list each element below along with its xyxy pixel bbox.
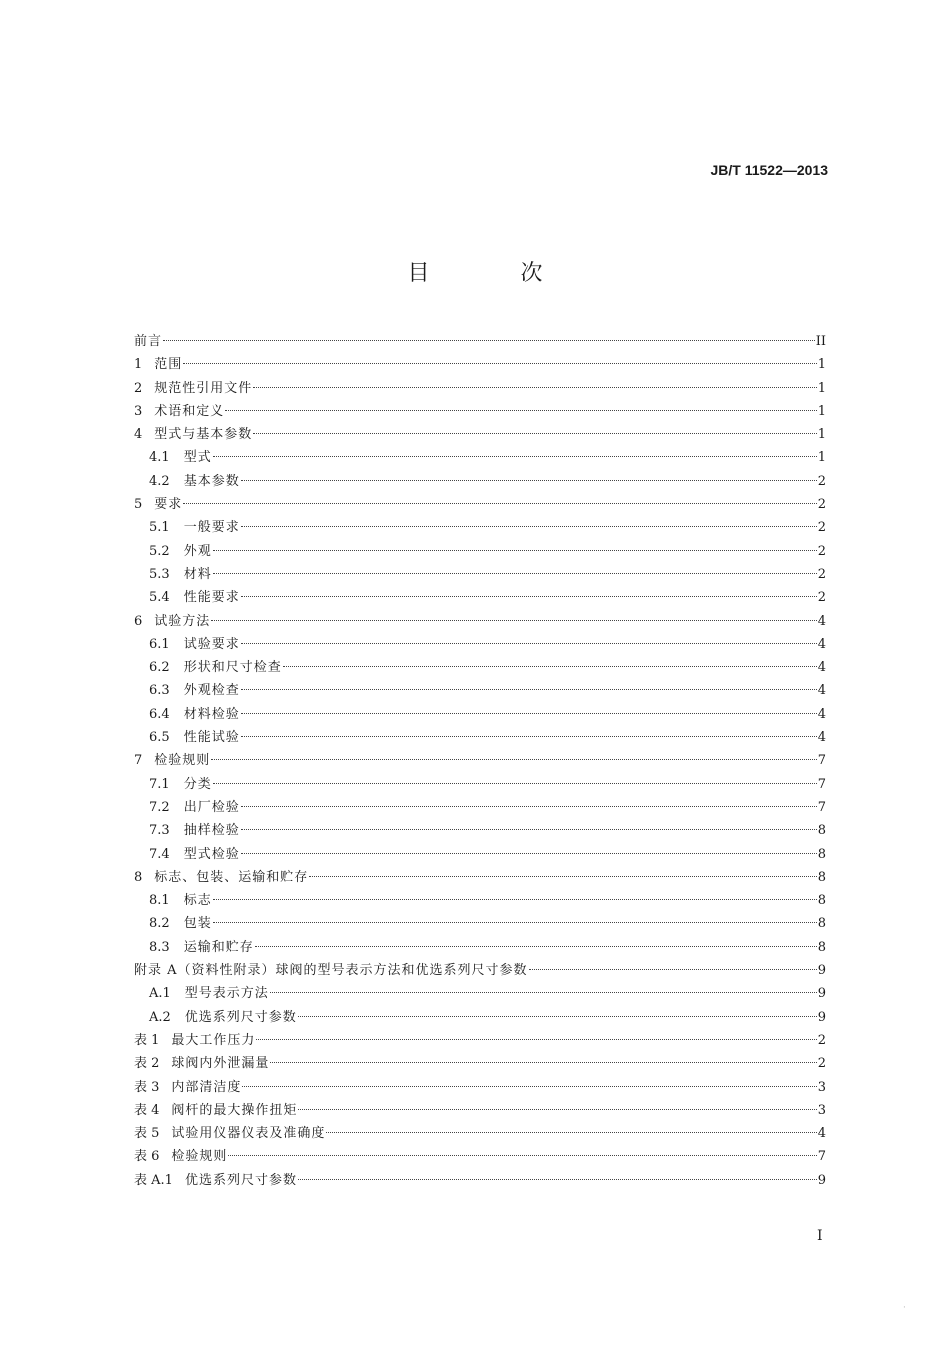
toc-entry-page: 2 xyxy=(817,520,826,536)
toc-entry-number: 2 xyxy=(134,380,143,396)
toc-entry-label: 形状和尺寸检查 xyxy=(183,660,282,676)
toc-dot-leader xyxy=(241,829,817,830)
toc-entry-label: 型式与基本参数 xyxy=(154,427,253,443)
toc-entry[interactable] xyxy=(134,796,826,819)
toc-entry[interactable] xyxy=(134,1099,826,1122)
toc-entry[interactable] xyxy=(134,959,826,982)
toc-entry[interactable] xyxy=(134,1169,826,1192)
toc-entry-number: 表 6 xyxy=(134,1149,160,1165)
toc-entry-label: 包装 xyxy=(183,916,212,932)
toc-entry-number: 7.1 xyxy=(149,776,170,792)
toc-entry[interactable] xyxy=(134,703,826,726)
toc-entry-label: 标志 xyxy=(183,893,212,909)
toc-entry-number: 5.2 xyxy=(149,543,170,559)
toc-entry-label: 试验方法 xyxy=(154,613,211,629)
toc-entry-number: 7.4 xyxy=(149,846,170,862)
toc-entry-number: 表 1 xyxy=(134,1032,160,1048)
toc-entry-label: 阀杆的最大操作扭矩 xyxy=(171,1102,298,1118)
toc-entry-number: 6.4 xyxy=(149,706,170,722)
toc-dot-leader xyxy=(163,340,815,341)
toc-entry[interactable] xyxy=(134,353,826,376)
toc-entry-label: 运输和贮存 xyxy=(183,939,254,955)
toc-dot-leader xyxy=(211,620,816,621)
toc-dot-leader xyxy=(213,573,817,574)
toc-entry-page: 3 xyxy=(817,1079,826,1095)
toc-entry[interactable] xyxy=(134,330,826,353)
toc-entry-page: 1 xyxy=(817,380,826,396)
toc-dot-leader xyxy=(270,1062,816,1063)
toc-entry-label: 规范性引用文件 xyxy=(154,380,253,396)
toc-entry[interactable] xyxy=(134,819,826,842)
toc-entry-page: 4 xyxy=(817,683,826,699)
toc-entry[interactable] xyxy=(134,1145,826,1168)
standard-code: JB/T 11522—2013 xyxy=(710,162,828,178)
toc-entry-label: 检验规则 xyxy=(154,753,211,769)
toc-entry-number: A.1 xyxy=(149,986,171,1002)
toc-entry-number: 5.4 xyxy=(149,590,170,606)
toc-dot-leader xyxy=(298,1016,817,1017)
toc-entry-label: 术语和定义 xyxy=(154,403,225,419)
toc-entry[interactable] xyxy=(134,1052,826,1075)
toc-entry-page: 9 xyxy=(817,1172,826,1188)
toc-entry-page: 9 xyxy=(817,986,826,1002)
toc-entry[interactable] xyxy=(134,843,826,866)
toc-entry-label: 抽样检验 xyxy=(183,823,240,839)
toc-dot-leader xyxy=(256,1039,816,1040)
toc-entry-number: 6.2 xyxy=(149,660,170,676)
toc-entry-page: 2 xyxy=(817,473,826,489)
toc-entry-page: 8 xyxy=(817,823,826,839)
toc-entry[interactable] xyxy=(134,470,826,493)
toc-dot-leader xyxy=(241,643,817,644)
toc-entry[interactable] xyxy=(134,656,826,679)
toc-entry-number: 7.2 xyxy=(149,799,170,815)
toc-entry[interactable] xyxy=(134,726,826,749)
toc-entry[interactable] xyxy=(134,982,826,1005)
toc-entry[interactable] xyxy=(134,912,826,935)
toc-entry-page: 7 xyxy=(817,1149,826,1165)
toc-entry-page: 4 xyxy=(817,636,826,652)
toc-entry-number: 5.3 xyxy=(149,566,170,582)
toc-entry-label: 试验要求 xyxy=(183,636,240,652)
toc-entry[interactable] xyxy=(134,586,826,609)
toc-entry-page: 1 xyxy=(817,450,826,466)
toc-entry-label: 外观检查 xyxy=(183,683,240,699)
toc-dot-leader xyxy=(529,969,817,970)
toc-entry-page: 2 xyxy=(817,566,826,582)
toc-dot-leader xyxy=(241,853,817,854)
toc-entry-number: 1 xyxy=(134,357,143,373)
toc-entry-number: 7 xyxy=(134,753,143,769)
toc-dot-leader xyxy=(213,456,817,457)
toc-entry[interactable] xyxy=(134,1006,826,1029)
toc-entry-page: 8 xyxy=(817,916,826,932)
toc-entry-number: 8.3 xyxy=(149,939,170,955)
toc-entry-label: 型号表示方法 xyxy=(184,986,269,1002)
toc-entry[interactable] xyxy=(134,1076,826,1099)
toc-entry-page: 9 xyxy=(817,1009,826,1025)
toc-entry-number: 表 3 xyxy=(134,1079,160,1095)
toc-dot-leader xyxy=(225,410,816,411)
toc-entry[interactable] xyxy=(134,866,826,889)
toc-dot-leader xyxy=(255,946,817,947)
toc-entry-label: 性能要求 xyxy=(183,590,240,606)
toc-dot-leader xyxy=(183,363,816,364)
toc-entry-label: 基本参数 xyxy=(183,473,240,489)
toc-dot-leader xyxy=(213,899,817,900)
toc-entry-page: 2 xyxy=(817,543,826,559)
toc-entry[interactable] xyxy=(134,377,826,400)
toc-entry[interactable] xyxy=(134,610,826,633)
toc-entry[interactable] xyxy=(134,773,826,796)
toc-entry-label: 性能试验 xyxy=(183,730,240,746)
toc-entry-number: 5.1 xyxy=(149,520,170,536)
toc-dot-leader xyxy=(183,503,816,504)
toc-entry-page: 8 xyxy=(817,869,826,885)
toc-entry-page: 2 xyxy=(817,1056,826,1072)
toc-entry-number: 8 xyxy=(134,869,143,885)
toc-entry-label: 要求 xyxy=(154,497,183,513)
toc-entry[interactable] xyxy=(134,749,826,772)
toc-dot-leader xyxy=(326,1132,816,1133)
toc-entry-label: 检验规则 xyxy=(171,1149,228,1165)
toc-dot-leader xyxy=(242,1086,816,1087)
toc-entry-page: 2 xyxy=(817,590,826,606)
toc-entry-number: A.2 xyxy=(149,1009,171,1025)
toc-entry-label: 优选系列尺寸参数 xyxy=(184,1009,297,1025)
toc-entry-page: 4 xyxy=(817,613,826,629)
toc-entry-label: 外观 xyxy=(183,543,212,559)
toc-entry-number: 表 5 xyxy=(134,1126,160,1142)
toc-entry-page: 7 xyxy=(817,753,826,769)
toc-entry-page: 4 xyxy=(817,730,826,746)
page-number: I xyxy=(817,1228,823,1244)
toc-dot-leader xyxy=(241,480,817,481)
toc-entry-label: 范围 xyxy=(154,357,183,373)
toc-entry[interactable] xyxy=(134,889,826,912)
toc-dot-leader xyxy=(309,876,816,877)
toc-entry-label: 一般要求 xyxy=(183,520,240,536)
toc-entry[interactable] xyxy=(134,493,826,516)
toc-entry-page: 3 xyxy=(817,1102,826,1118)
toc-entry-label: 优选系列尺寸参数 xyxy=(184,1172,297,1188)
toc-dot-leader xyxy=(253,387,816,388)
toc-dot-leader xyxy=(253,433,816,434)
toc-dot-leader xyxy=(213,922,817,923)
toc-dot-leader xyxy=(241,689,817,690)
toc-entry-page: 9 xyxy=(817,963,826,979)
toc-dot-leader xyxy=(241,526,817,527)
toc-entry[interactable] xyxy=(134,936,826,959)
toc-entry[interactable] xyxy=(134,1122,826,1145)
toc-dot-leader xyxy=(241,806,817,807)
toc-entry[interactable] xyxy=(134,516,826,539)
toc-entry-label: 材料 xyxy=(183,566,212,582)
toc-entry-label: 分类 xyxy=(183,776,212,792)
table-of-contents xyxy=(134,330,826,1192)
scan-mark: · xyxy=(903,1303,906,1313)
toc-entry-page: II xyxy=(815,334,826,349)
toc-entry-page: 4 xyxy=(817,706,826,722)
toc-entry-label: 出厂检验 xyxy=(183,799,240,815)
toc-dot-leader xyxy=(241,736,817,737)
toc-entry-page: 4 xyxy=(817,660,826,676)
toc-entry-label: 内部清洁度 xyxy=(171,1079,242,1095)
toc-entry-page: 8 xyxy=(817,846,826,862)
toc-entry-label: 材料检验 xyxy=(183,706,240,722)
toc-entry-page: 7 xyxy=(817,776,826,792)
toc-entry-number: 7.3 xyxy=(149,823,170,839)
toc-entry[interactable] xyxy=(134,679,826,702)
toc-entry[interactable] xyxy=(134,563,826,586)
toc-entry-number: 6.1 xyxy=(149,636,170,652)
toc-entry-label: 试验用仪器仪表及准确度 xyxy=(171,1126,326,1142)
toc-entry-page: 1 xyxy=(817,403,826,419)
toc-entry-number: 3 xyxy=(134,403,143,419)
toc-entry-page: 7 xyxy=(817,799,826,815)
toc-entry-number: 4.1 xyxy=(149,450,170,466)
toc-dot-leader xyxy=(241,596,817,597)
page-title: 目 次 xyxy=(407,261,585,286)
toc-entry-number: 4.2 xyxy=(149,473,170,489)
toc-entry-number: 表 2 xyxy=(134,1056,160,1072)
toc-entry-label: 标志、包装、运输和贮存 xyxy=(154,869,309,885)
toc-entry-number: 6.5 xyxy=(149,730,170,746)
toc-entry-label: 前言 xyxy=(134,334,163,349)
toc-entry[interactable] xyxy=(134,423,826,446)
toc-entry-number: 6 xyxy=(134,613,143,629)
toc-entry-label: 球阀内外泄漏量 xyxy=(171,1056,270,1072)
toc-entry-page: 1 xyxy=(817,427,826,443)
toc-entry-page: 4 xyxy=(817,1126,826,1142)
toc-entry-number: 6.3 xyxy=(149,683,170,699)
toc-dot-leader xyxy=(228,1155,816,1156)
toc-dot-leader xyxy=(213,783,817,784)
toc-entry-label: 最大工作压力 xyxy=(171,1032,256,1048)
toc-entry-number: 8.1 xyxy=(149,893,170,909)
toc-entry-number: 表 4 xyxy=(134,1102,160,1118)
toc-entry-page: 8 xyxy=(817,893,826,909)
toc-entry-label: 型式检验 xyxy=(183,846,240,862)
toc-entry[interactable] xyxy=(134,633,826,656)
toc-dot-leader xyxy=(283,666,817,667)
toc-dot-leader xyxy=(241,713,817,714)
toc-entry[interactable] xyxy=(134,446,826,469)
toc-entry-number: 4 xyxy=(134,427,143,443)
toc-entry-page: 2 xyxy=(817,497,826,513)
toc-entry-page: 1 xyxy=(817,357,826,373)
toc-dot-leader xyxy=(211,759,816,760)
toc-entry[interactable] xyxy=(134,400,826,423)
toc-dot-leader xyxy=(270,992,817,993)
toc-entry-number: 5 xyxy=(134,497,143,513)
toc-entry[interactable] xyxy=(134,540,826,563)
toc-entry[interactable] xyxy=(134,1029,826,1052)
toc-entry-number: 8.2 xyxy=(149,916,170,932)
toc-entry-page: 2 xyxy=(817,1032,826,1048)
toc-entry-label: 附录 A（资料性附录）球阀的型号表示方法和优选系列尺寸参数 xyxy=(134,963,528,979)
toc-dot-leader xyxy=(213,550,817,551)
toc-dot-leader xyxy=(298,1179,817,1180)
toc-entry-page: 8 xyxy=(817,939,826,955)
toc-dot-leader xyxy=(298,1109,816,1110)
toc-entry-number: 表 A.1 xyxy=(134,1172,173,1188)
toc-entry-label: 型式 xyxy=(183,450,212,466)
